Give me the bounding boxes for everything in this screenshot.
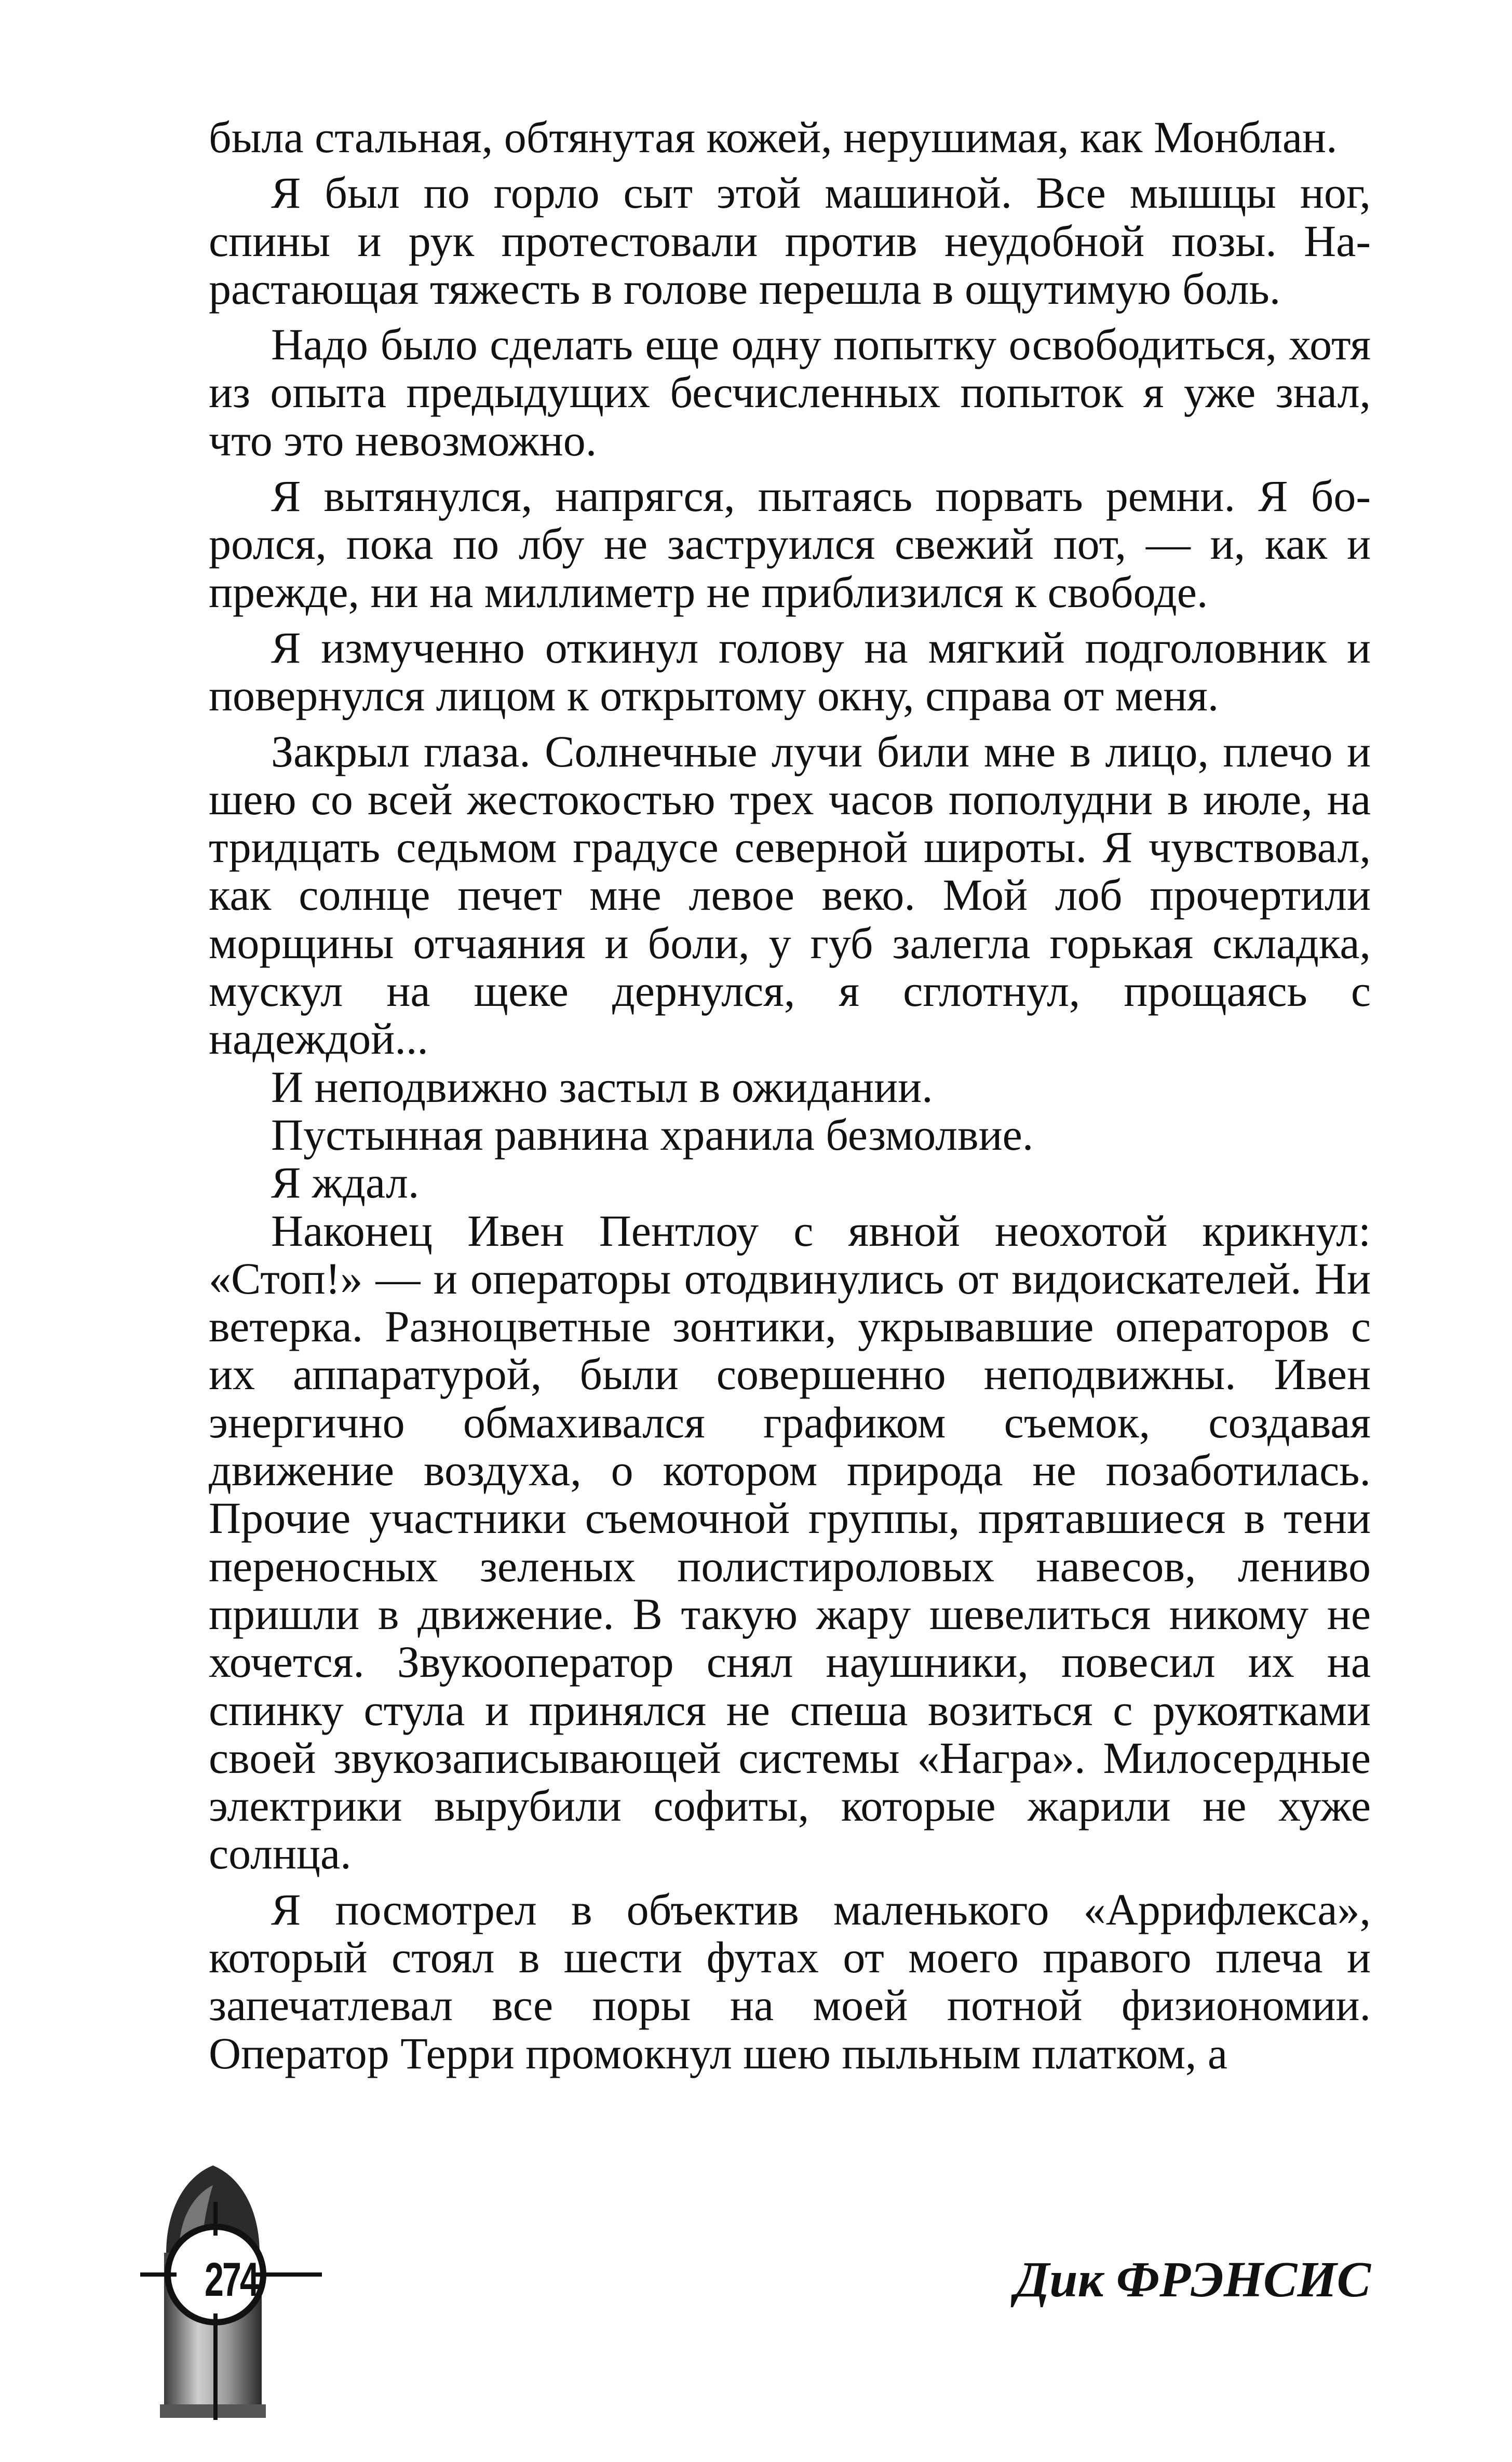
paragraph: Я ждал.	[271, 1158, 420, 1208]
paragraph: Надо было сделать еще одну попытку освободиться, хотя из опыта предыдущих бесчисленных попыток я уже знал, что это невозможно.	[209, 319, 1371, 465]
paragraph: была стальная, обтянутая кожей, нерушимая, как Монблан.	[209, 112, 1338, 162]
paragraph: Я посмотрел в объектив маленького «Аррифлекса», который стоял в шести футах от моего правого плеча и запечатлевал все поры на моей потной физиономии. Оператор Терри промокнул шею пыльным платком, а	[209, 1884, 1371, 2078]
paragraph: Я был по горло сыт этой машиной. Все мышцы ног, спины и рук протестовали против неудобной позы. Нарастающая тяжесть в голове перешла в ощутимую боль.	[209, 168, 1371, 314]
paragraph: И неподвижно застыл в ожидании.	[271, 1061, 933, 1112]
page-number: 274	[205, 2253, 258, 2306]
paragraph: Пустынная равнина хранила безмолвие.	[271, 1109, 1034, 1160]
paragraph: Я вытянулся, напрягся, пытаясь порвать ремни. Я боролся, пока по лбу не заструился свежий пот, — и, как и прежде, ни на миллиметр не приблизился к свободе.	[209, 471, 1371, 617]
paragraph: Закрыл глаза. Солнечные лучи били мне в лицо, плечо и шею со всей жестокостью трех часов пополудни в июле, на тридцать седьмом градусе северной широты. Я чувствовал, как солнце печет мне левое веко. Мой лоб прочертили морщины отчаяния и боли, у губ залегла горькая складка, мускул на щеке дернулся, я сглотнул, прощаясь с надеждой...	[209, 726, 1371, 1064]
body-text	[209, 113, 1371, 2077]
paragraph: Наконец Ивен Пентлоу с явной неохотой крикнул: «Стоп!» — и операторы отодвинулись от видоискателей. Ни ветерка. Разноцветные зонтики, укрывавшие операторов с их аппаратурой, были совершенно неподвижны. Ивен энергично обмахивался графиком съемок, создавая движение воздуха, о котором природа не позаботилась. Прочие участники съемочной группы, прятавшиеся в тени переносных зеленых полистироловых навесов, лениво пришли в движение. В такую жару шевелиться никому не хочется. Звукооператор снял наушники, повесил их на спинку стула и принялся не спеша возиться с рукоятками своей звукозаписывающей системы «Награ». Милосердные электрики вырубили софиты, которые жарили не хуже солнца.	[209, 1205, 1371, 1879]
page-footer	[0, 2129, 1512, 2461]
running-footer-author: Дик ФРЭНСИС	[1015, 2252, 1371, 2308]
paragraph: Я измученно откинул голову на мягкий подголовник и повернулся лицом к открытому окну, справа от меня.	[209, 622, 1371, 721]
